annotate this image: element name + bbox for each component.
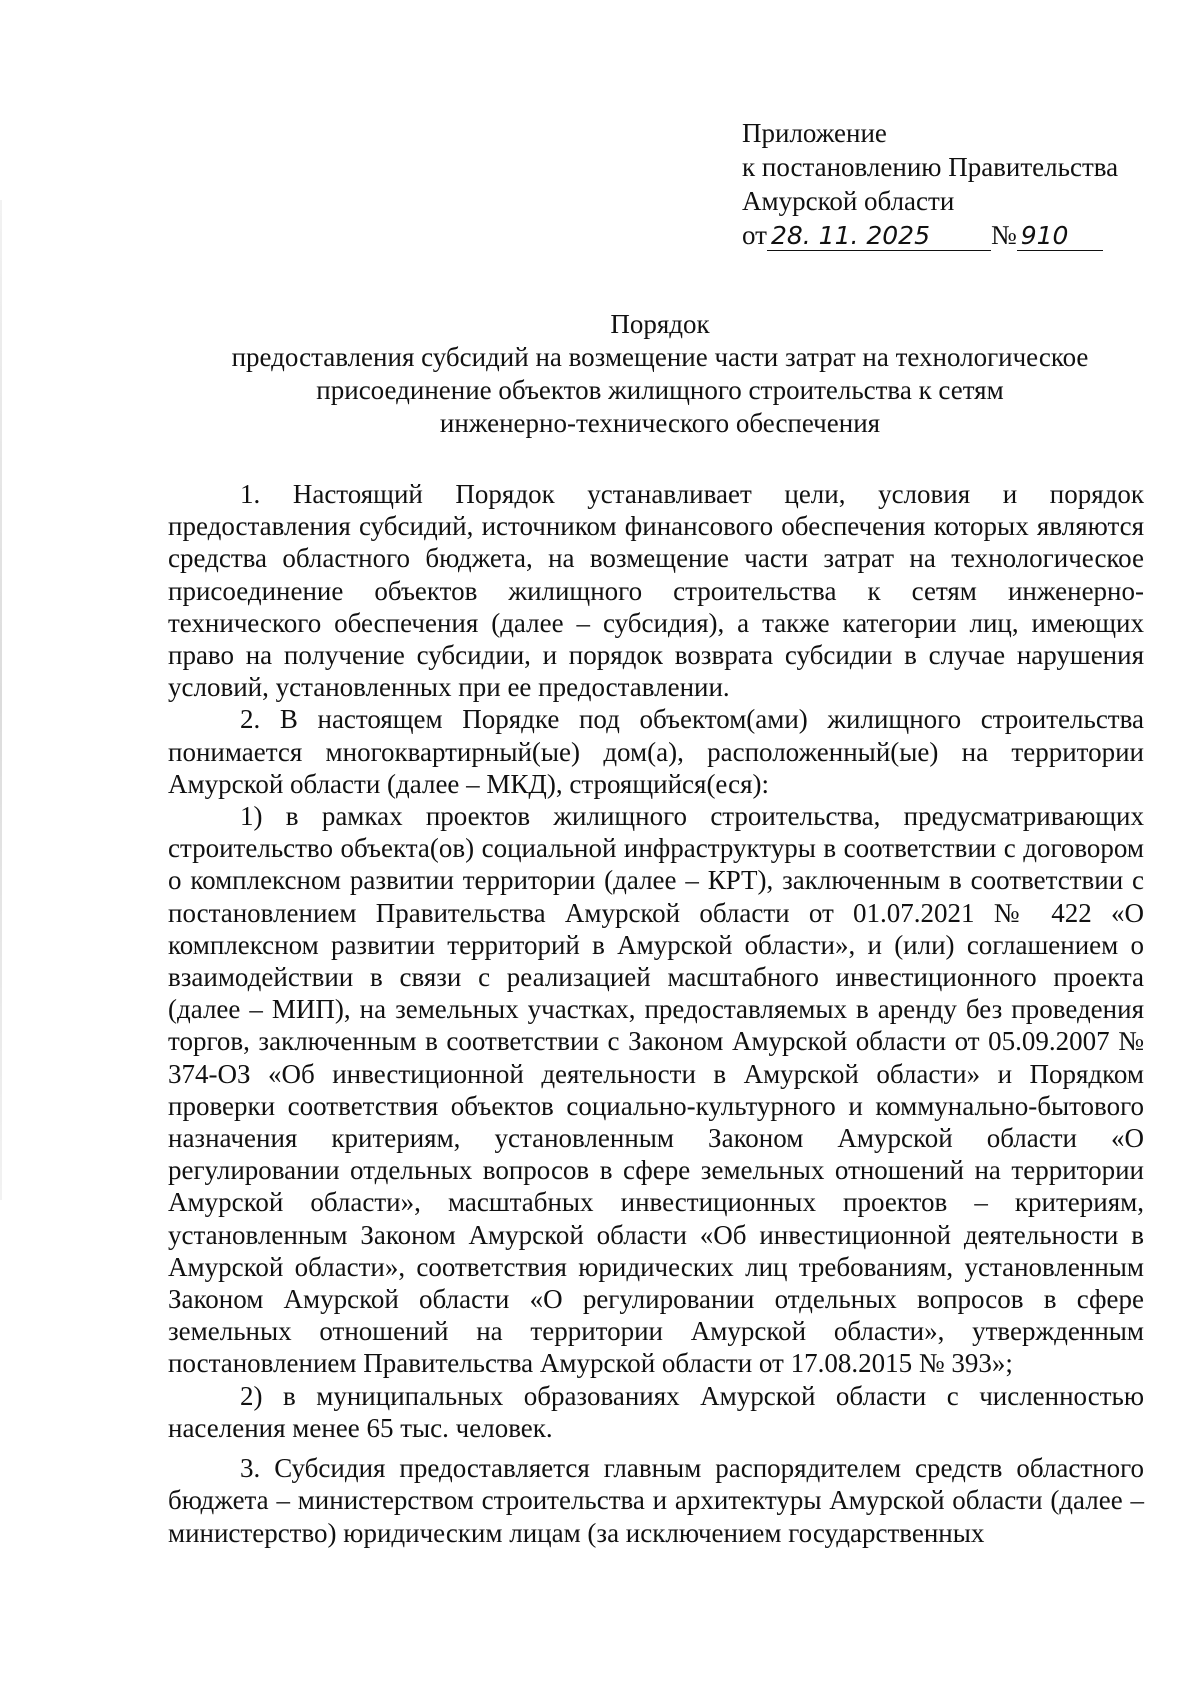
appendix-date-line (742, 218, 1118, 252)
title-line-2: присоединение объектов жилищного строительства к сетям (316, 375, 1004, 405)
date-prefix: от (742, 220, 767, 250)
scan-edge-shadow (0, 200, 2, 1200)
paragraph-2-item-2: 2) в муниципальных образованиях Амурской области с численностью населения менее 65 тыс. человек. (168, 1380, 1144, 1443)
paragraph-2-item-1: 1) в рамках проектов жилищного строительства, предусматривающих строительство объекта(ов) социальной инфраструктуры в соответствии с договором о комплексном развитии территории (далее – КРТ), заключенным в соответствии с постановлением Правительства Амурской области от 01.07.2021 № 422 «О комплексном развитии территорий в Амурской области», и (или) соглашением о взаимодействии в связи с реализацией масштабного инвестиционного проекта (далее – МИП), на земельных участках, предоставляемых в аренду без проведения торгов, заключенным в соответствии с Законом Амурской области от 05.09.2007 № 374-ОЗ «Об инвестиционной деятельности в Амурской области» и Порядком проверки соответствия объектов социально-культурного и коммунально-бытового назначения критериям, установленным Законом Амурской области «О регулировании отдельных вопросов в сфере земельных отношений на территории Амурской области», масштабных инвестиционных проектов – критериям, установленным Законом Амурской области «Об инвестиционной деятельности в Амурской области», соответствия юридических лиц требованиям, установленным Законом Амурской области «О регулировании отдельных вопросов в сфере земельных отношений на территории Амурской области», утвержденным постановлением Правительства Амурской области от 17.08.2015 № 393»; (168, 801, 1144, 1379)
document-title (160, 308, 1160, 440)
document-body (168, 478, 1144, 1549)
appendix-line-2: к постановлению Правительства (742, 152, 1119, 182)
appendix-line-3: Амурской области (742, 186, 955, 216)
title-line-1: предоставления субсидий на возмещение части затрат на технологическое (231, 342, 1089, 372)
handwritten-number: 910 (1017, 222, 1103, 251)
title-line-3: инженерно-технического обеспечения (439, 408, 881, 438)
number-prefix: № (990, 220, 1017, 250)
paragraph-3: 3. Субсидия предоставляется главным распорядителем средств областного бюджета – министерством строительства и архитектуры Амурской области (далее – министерство) юридическим лицам (за исключением государственных (168, 1453, 1144, 1548)
paragraph-2: 2. В настоящем Порядке под объектом(ами) жилищного строительства понимается многоквартирный(ые) дом(а), расположенный(ые) на территории Амурской области (далее – МКД), строящийся(еся): (168, 704, 1144, 799)
handwritten-date: 28. 11. 2025 (767, 222, 991, 251)
title-heading: Порядок (610, 309, 710, 339)
paragraph-1: 1. Настоящий Порядок устанавливает цели, условия и порядок предоставления субсидий, источником финансового обеспечения которых являются средства областного бюджета, на возмещение части затрат на технологическое присоединение объектов жилищного строительства к сетям инженерно-технического обеспечения (далее – субсидия), а также категории лиц, имеющих право на получение субсидии, и порядок возврата субсидии в случае нарушения условий, установленных при ее предоставлении. (168, 479, 1144, 703)
appendix-line-1: Приложение (742, 118, 887, 148)
appendix-block (742, 116, 1118, 252)
